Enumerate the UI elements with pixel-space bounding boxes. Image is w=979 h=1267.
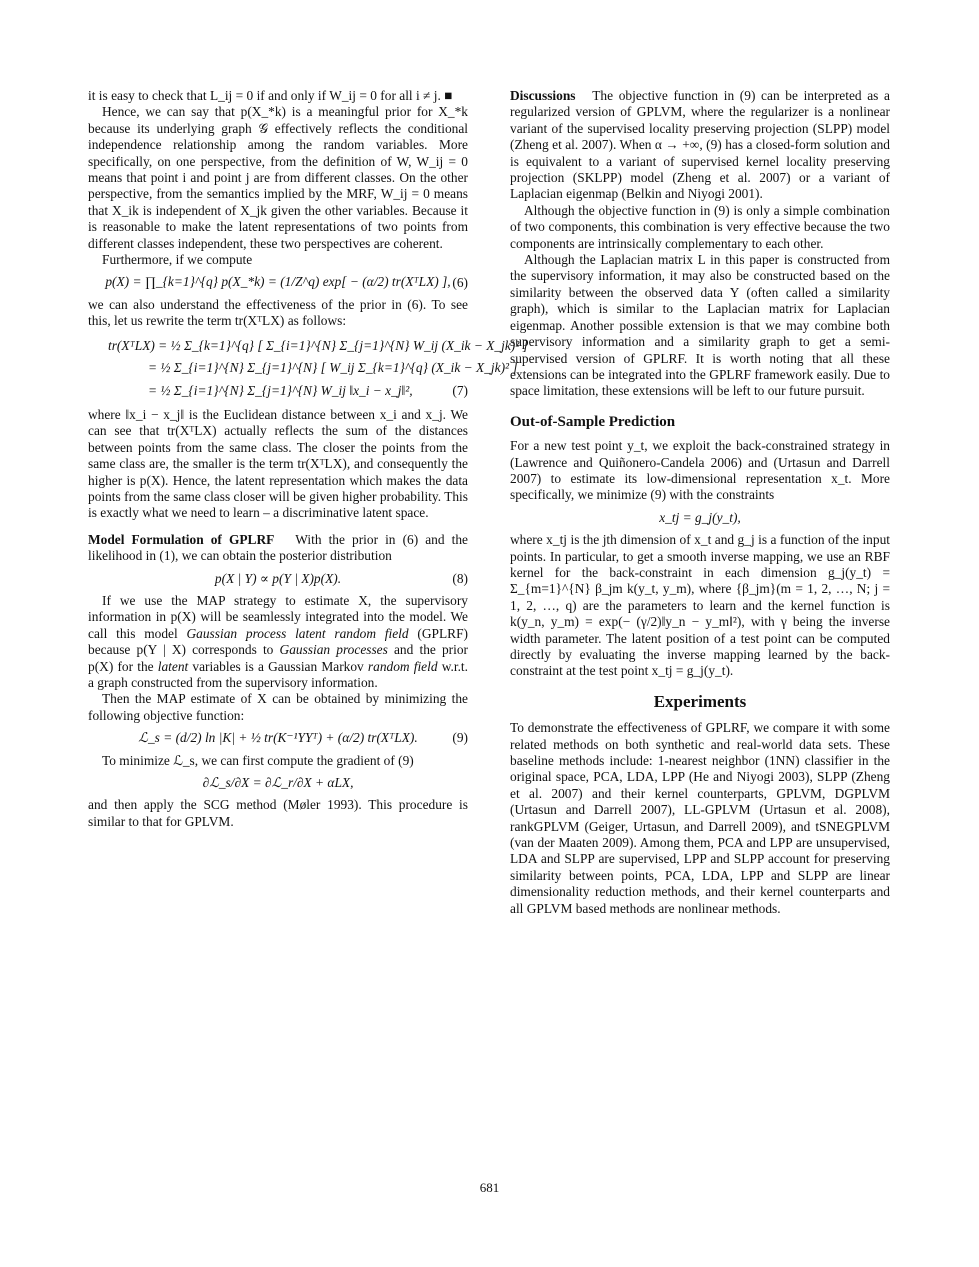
equation-number: (7)	[452, 382, 468, 398]
equation-constraint	[510, 510, 890, 526]
paragraph: where ‖x_i − x_j‖ is the Euclidean distance between x_i and x_j. We can see that tr(XᵀLX) actually reflects the sum of the distances between points from the same class. The closer the points from the same class are, the smaller is the term tr(XᵀLX), and consequently the higher is p(X). Hence, the latent representation which makes the data points from the same class closer will be given higher probability. This is exactly what we need to learn – a discriminative latent space.	[88, 406, 468, 521]
text: variables is a Gaussian Markov	[188, 658, 368, 674]
paragraph	[88, 532, 468, 565]
paragraph: Although the Laplacian matrix L in this paper is constructed from the supervisory information, it may also be constructed based on the similarity between the observed data Y (often called a similarity graph), which is similar to the Laplacian matrix for Laplacian eigenmap. Another possible extension is that we may combine both supervisory information and a similarity graph to get a semi-supervised version of GPLRF. It is worth noting that all these extensions can be integrated into the GPLRF framework easily. Due to space limitation, these extensions will be left to our future pursuit.	[510, 252, 890, 399]
left-column	[88, 88, 528, 830]
section-heading: Model Formulation of GPLRF	[88, 531, 275, 547]
paragraph: For a new test point y_t, we exploit the back-constrained strategy in (Lawrence and Quiñonero-Candela 2006) and (Urtasun and Darrell 2007) to estimate its low-dimensional representation x_t. More specifically, we minimize (9) with the constraints	[510, 438, 890, 503]
paragraph: Furthermore, if we compute	[102, 252, 253, 268]
equation-body: ℒ_s = (d/2) ln |K| + ½ tr(K⁻¹YYᵀ) + (α/2) tr(XᵀLX).	[138, 730, 418, 746]
section-heading: Discussions	[510, 88, 576, 103]
equation-line: = ½ Σ_{i=1}^{N} Σ_{j=1}^{N} [ W_ij Σ_{k=1}^{q} (X_ik − X_jk)² ]	[148, 360, 518, 376]
paragraph: Although the objective function in (9) is only a simple combination of two components, this combination is very effective because the two components are intrinsically complementary to each other.	[510, 202, 890, 251]
paragraph-text: The objective function in (9) can be interpreted as a regularized version of GPLVM, where the regularizer is a nonlinear variant of the supervised locality preserving projection (SLPP) model (Zheng et al. 2007). When α → +∞, (9) has a closed-form solution and is equivalent to a variant of supervised kernel locality preserving projection (SKLPP) model (Zheng et al. 2007) or a variant of Laplacian eigenmap (Belkin and Niyogi 2001).	[510, 88, 890, 202]
paragraph: we can also understand the effectiveness of the prior in (6). To see this, let us rewrite the term tr(XᵀLX) as follows:	[88, 296, 468, 329]
equation-8	[88, 571, 468, 587]
text: If we use the MAP strategy to estimate X, the supervisory information in p(X) will be seamlessly integrated into the model. We call this model	[88, 592, 468, 641]
emphasis: random field	[367, 658, 438, 674]
equation-body: x_tj = g_j(y_t),	[659, 509, 741, 525]
paragraph: Then the MAP estimate of X can be obtained by minimizing the following objective function:	[88, 691, 468, 723]
right-column	[510, 88, 890, 917]
paragraph: To demonstrate the effectiveness of GPLRF, we compare it with some related methods on both synthetic and real-world data sets. These baseline methods include: 1-nearest neighbor (1NN) classifier in the original space, PCA, LDA, LPP (He and Niyogi 2003), SLPP (Zheng et al. 2007) and their kernel counterparts, GPLVM, DGPLVM (Urtasun and Darrell 2007), LL-GPLVM (Urtasun et al. 2008), rankGPLVM (Geiger, Urtasun, and Darrell 2009), and tSNEGPLVM (van der Maaten 2009). Among them, PCA and LPP are unsupervised, LDA and SLPP are supervised, LPP and SLPP account for preserving similarity between points, PCA, LDA, LPP and SLPP are linear dimensionality reduction methods, and their kernel counterparts and all GPLVM based methods are nonlinear methods.	[510, 720, 890, 916]
text: and the prior p(X) for the	[88, 642, 469, 674]
emphasis: Gaussian processes	[279, 642, 388, 658]
emphasis: Gaussian process latent random field	[186, 625, 409, 641]
paragraph: Hence, we can say that p(X_*k) is a meaningful prior for X_*k because its underlying graph 𝒢 effectively reflects the conditional independence relationship among the random variables. More specifically, on one perspective, from the definition of W, W_ij = 0 means that point i and point j are from different classes. On the other perspective, from the semantics implied by the MRF, W_ij = 0 means that X_ik is independent of X_jk given the other variables. Because it is reasonable to make the latent representations of two points from different classes independent, these two perspectives are coherent.	[88, 104, 468, 251]
paragraph: and then apply the SCG method (Møler 1993). This procedure is similar to that for GPLVM.	[88, 797, 468, 829]
paragraph: To minimize ℒ_s, we can first compute the gradient of (9)	[102, 752, 414, 768]
paragraph-text: With the prior in (6) and the likelihood in (1), we can obtain the posterior distribution	[88, 531, 468, 564]
equation-body: = ½ Σ_{i=1}^{N} Σ_{j=1}^{N} W_ij ‖x_i − x_j‖²,	[148, 382, 413, 398]
equation-9	[88, 730, 468, 746]
equation-body: p(X) = ∏_{k=1}^{q} p(X_*k) = (1/Z^q) exp[ − (α/2) tr(XᵀLX) ],	[105, 274, 451, 290]
equation-7	[88, 337, 528, 399]
equation-6	[88, 274, 468, 290]
paragraph: it is easy to check that L_ij = 0 if and only if W_ij = 0 for all i ≠ j. ■	[88, 88, 453, 103]
equation-line	[88, 383, 468, 399]
text: (GPLRF) because p(Y | X) corresponds to	[88, 625, 468, 658]
page-number: 681	[479, 1180, 500, 1195]
paragraph	[510, 88, 890, 203]
equation-gradient	[88, 775, 468, 791]
section-heading: Out-of-Sample Prediction	[510, 413, 676, 430]
equation-line: tr(XᵀLX) = ½ Σ_{k=1}^{q} [ Σ_{i=1}^{N} Σ_{j=1}^{N} W_ij (X_ik − X_jk)² ]	[108, 337, 528, 353]
equation-number: (9)	[452, 730, 468, 746]
paragraph: where x_tj is the jth dimension of x_t and g_j is a function of the input points. In particular, to get a smooth inverse mapping, we use an RBF kernel for the back-constraint in each dimension g_j(y_t) = Σ_{m=1}^{N} β_jm k(y_t, y_m), where {β_jm}(m = 1, 2, …, N; j = 1, 2, …, q) are the parameters to learn and the kernel function is k(y_n, y_m) = exp(− (γ/2)‖y_n − y_m‖²), with γ being the inverse width parameter. The latent position of a test point can be computed directly by evaluating the inverse mapping learned by the back-constraint at the test point x_tj = g_j(y_t).	[510, 532, 890, 679]
text: w.r.t. a graph constructed from the supervisory information.	[88, 658, 468, 690]
emphasis: latent	[157, 658, 189, 674]
equation-body: ∂ℒ_s/∂X = ∂ℒ_r/∂X + αLX,	[202, 775, 354, 791]
equation-body: p(X | Y) ∝ p(Y | X)p(X).	[214, 570, 342, 586]
equation-number: (8)	[452, 570, 468, 586]
equation-number: (6)	[452, 274, 468, 290]
paragraph	[88, 593, 468, 691]
section-heading: Experiments	[653, 691, 747, 711]
